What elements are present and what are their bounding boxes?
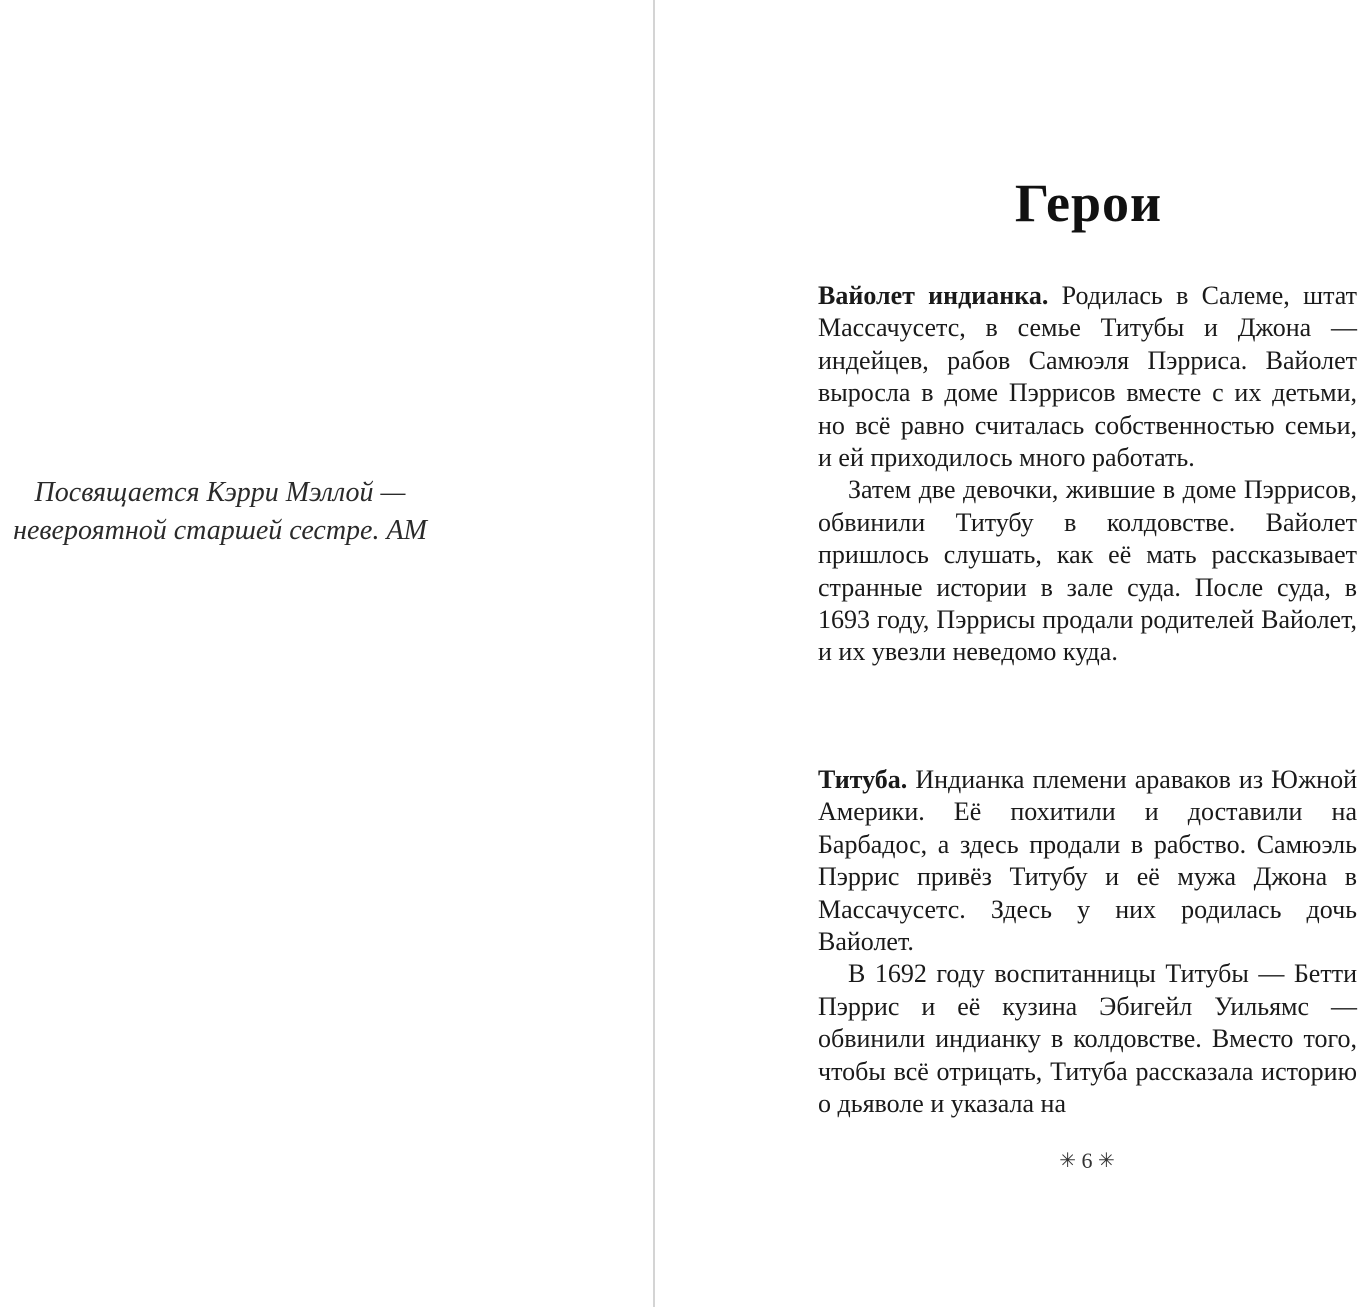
spark-ornament-icon: ✳ [1059,1150,1076,1172]
dedication [0,474,440,550]
dedication-line-1: Посвящается Кэрри Мэллой — [34,477,406,508]
entry-text: Родилась в Салеме, штат Массачусетс, в семье Титубы и Джона — индейцев, рабов Самюэля Пэрриса. Вайолет выросла в доме Пэррисов вместе с их детьми, но всё равно считалась собственностью семьи, и ей приходилось много работать. [818,281,1357,473]
entry-paragraph [818,280,1357,474]
entry-text: Индианка племени араваков из Южной Америки. Её похитили и доставили на Барбадос, а здесь продали в рабство. Самюэль Пэррис привёз Титубу и её мужа Джона в Массачусетс. Здесь у них родилась дочь Вайолет. [818,765,1358,957]
left-page [0,0,653,1307]
character-name: Вайолет индианка. [818,281,1049,310]
page-footer [1025,1148,1149,1174]
character-entry-violet [818,280,1357,669]
dedication-line-2: невероятной старшей сестре. АМ [13,515,427,546]
character-name: Титуба. [818,765,908,794]
character-entry-tituba [818,764,1357,1120]
spark-ornament-icon: ✳ [1098,1150,1115,1172]
entry-paragraph: Затем две девочки, жившие в доме Пэррисов, обвинили Титубу в колдовстве. Вайолет пришлось слушать, как её мать рассказывает странные истории в зале суда. После суда, в 1693 году, Пэррисы продали родителей Вайолет, и их увезли неведомо куда. [818,475,1357,667]
page-number: 6 [1081,1148,1093,1173]
entry-paragraph: В 1692 году воспитанницы Титубы — Бетти Пэррис и её кузина Эбигейл Уильямс — обвинили индианку в колдовстве. Вместо того, чтобы всё отрицать, Титуба рассказала историю о дьяволе и указала на [818,959,1357,1119]
page-title: Герои [1014,173,1163,233]
right-page [655,0,1362,1307]
entry-paragraph [818,764,1357,958]
